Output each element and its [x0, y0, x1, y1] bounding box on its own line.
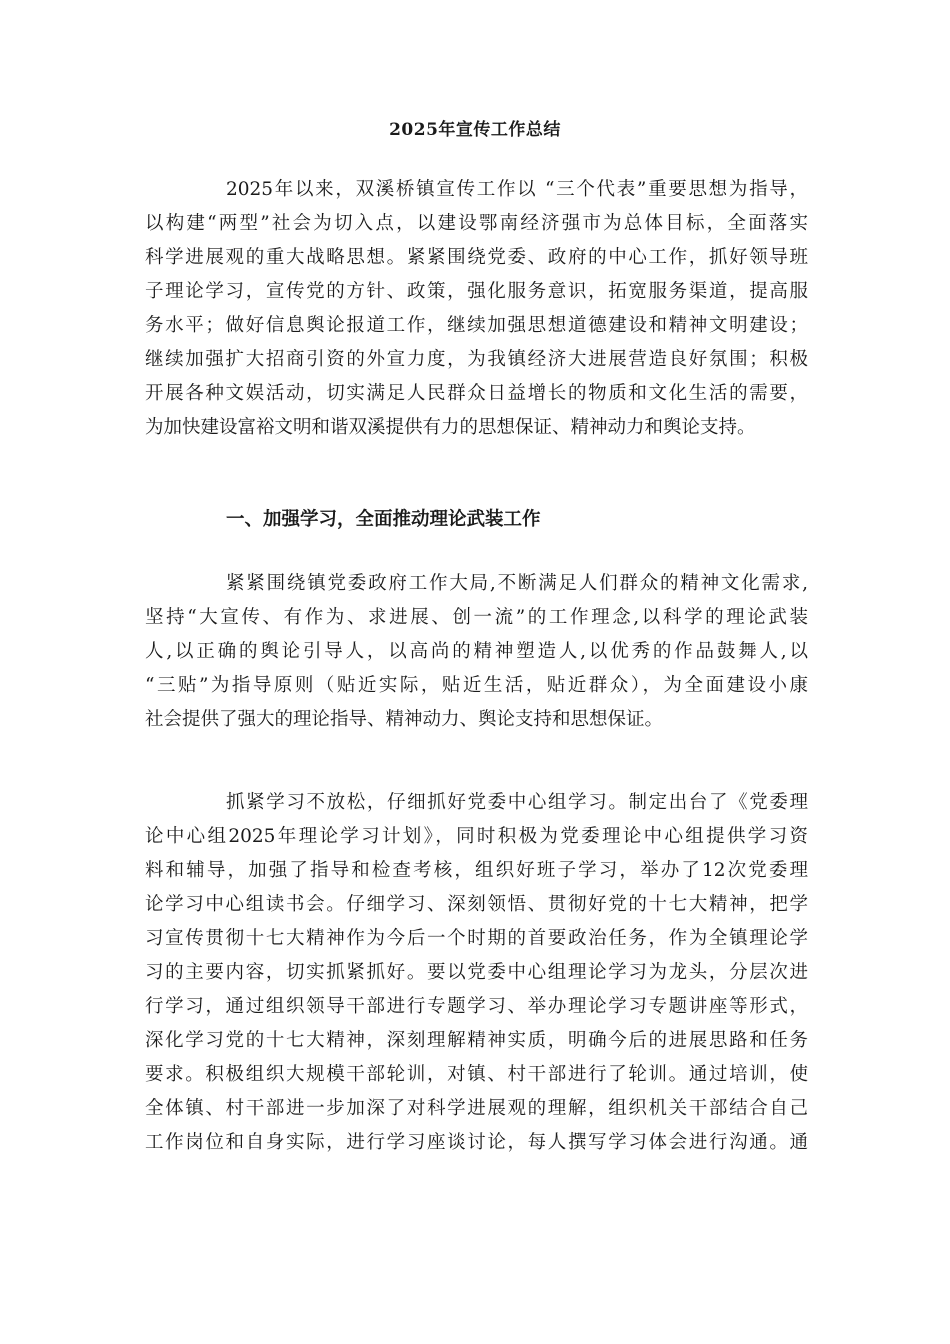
paragraph-line: 全体镇、村干部进一步加深了对科学进展观的理解，组织机关干部结合自己 [145, 1098, 808, 1119]
paragraph-line: 紧紧围绕镇党委政府工作大局,不断满足人们群众的精神文化需求, [226, 573, 808, 594]
paragraph-line: 人,以正确的舆论引导人，以高尚的精神塑造人,以优秀的作品鼓舞人,以 [145, 641, 808, 662]
paragraph-line: 为加快建设富裕文明和谐双溪提供有力的思想保证、精神动力和舆论支持。 [145, 417, 756, 438]
paragraph-line: 深化学习党的十七大精神，深刻理解精神实质，明确今后的进展思路和任务 [145, 1030, 808, 1051]
paragraph-line: 习的主要内容，切实抓紧抓好。要以党委中心组理论学习为龙头，分层次进 [145, 962, 808, 983]
paragraph-line: 料和辅导，加强了指导和检查考核，组织好班子学习，举办了12次党委理 [145, 860, 808, 881]
paragraph-intro [145, 173, 808, 445]
paragraph-line: 社会提供了强大的理论指导、精神动力、舆论支持和思想保证。 [145, 709, 664, 730]
paragraph-line: 坚持“大宣传、有作为、求进展、创一流”的工作理念,以科学的理论武装 [145, 607, 808, 628]
paragraph-line: 2025年以来，双溪桥镇宣传工作以 “三个代表”重要思想为指导， [226, 179, 808, 200]
paragraph-section-one [145, 567, 808, 737]
paragraph-line: 科学进展观的重大战略思想。紧紧围绕党委、政府的中心工作，抓好领导班 [145, 247, 808, 268]
paragraph-line: 以构建“两型”社会为切入点，以建设鄂南经济强市为总体目标，全面落实 [145, 213, 808, 234]
paragraph-line: 论学习中心组读书会。仔细学习、深刻领悟、贯彻好党的十七大精神，把学 [145, 894, 808, 915]
paragraph-line: 论中心组2025年理论学习计划》，同时积极为党委理论中心组提供学习资 [145, 826, 808, 847]
paragraph-line: 开展各种文娱活动，切实满足人民群众日益增长的物质和文化生活的需要， [145, 383, 808, 404]
section-heading: 一、加强学习，全面推动理论武装工作 [226, 509, 541, 530]
paragraph-line: 工作岗位和自身实际，进行学习座谈讨论，每人撰写学习体会进行沟通。通 [145, 1132, 808, 1153]
paragraph-line: 子理论学习，宣传党的方针、政策，强化服务意识，拓宽服务渠道，提高服 [145, 281, 808, 302]
document-title: 2025年宣传工作总结 [389, 120, 561, 140]
paragraph-line: “三贴”为指导原则（贴近实际，贴近生活，贴近群众），为全面建设小康 [145, 675, 808, 696]
paragraph-line: 行学习，通过组织领导干部进行专题学习、举办理论学习专题讲座等形式， [145, 996, 808, 1017]
paragraph-line: 要求。积极组织大规模干部轮训，对镇、村干部进行了轮训。通过培训，使 [145, 1064, 808, 1085]
paragraph-line: 抓紧学习不放松，仔细抓好党委中心组学习。制定出台了《党委理 [226, 792, 808, 813]
paragraph-line: 习宣传贯彻十七大精神作为今后一个时期的首要政治任务，作为全镇理论学 [145, 928, 808, 949]
paragraph-line: 继续加强扩大招商引资的外宣力度，为我镇经济大进展营造良好氛围；积极 [145, 349, 808, 370]
paragraph-line: 务水平；做好信息舆论报道工作，继续加强思想道德建设和精神文明建设； [145, 315, 808, 336]
paragraph-study [145, 786, 808, 1160]
